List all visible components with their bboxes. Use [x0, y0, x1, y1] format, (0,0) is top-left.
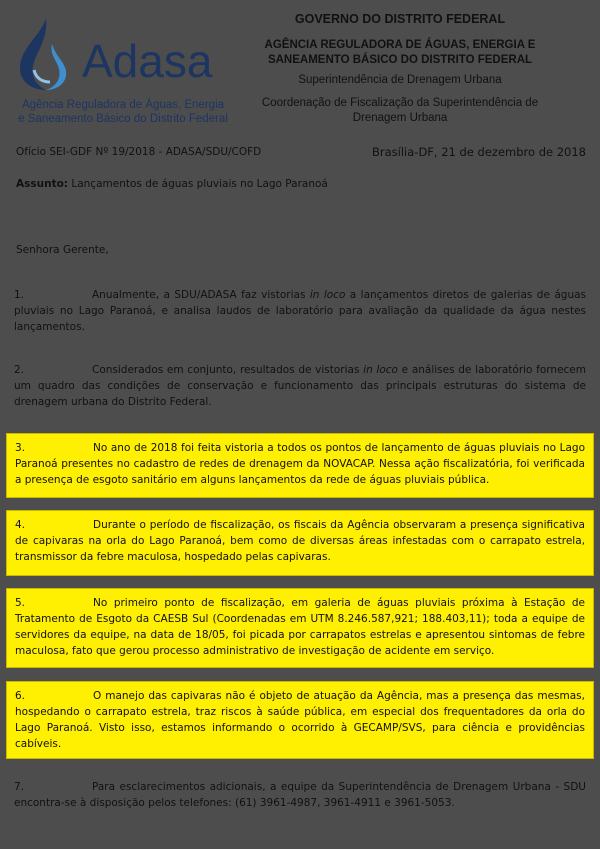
logo-wordmark: Adasa — [82, 35, 213, 87]
water-drop-logo-icon — [12, 14, 82, 94]
paragraph-4-highlighted — [6, 510, 594, 576]
paragraph-text: No ano de 2018 foi feita vistoria a todos os pontos de lançamento de águas pluviais no Lago Paranoá presentes no cadastro de redes de drenagem da NOVACAP. Nessa ação fiscalizatória, foi verificada a presença de esgoto sanitário em alguns lançamentos da rede de águas pluviais pública. — [15, 442, 585, 486]
paragraph-text: Para esclarecimentos adicionais, a equipe da Superintendência de Drenagem Urbana - SDU encontra-se à disposição pelos telefones: (61) 3961-4987, 3961-4911 e 3961-5053. — [14, 781, 586, 809]
header-agency-line2: SANEAMENTO BÁSICO DO DISTRITO FEDERAL — [267, 54, 533, 66]
header-agency — [240, 38, 560, 68]
paragraph-number: 2. — [14, 364, 25, 376]
logo-subtitle — [14, 98, 232, 126]
adasa-logo — [12, 14, 232, 124]
paragraph-number: 1. — [14, 289, 25, 301]
paragraph-7 — [14, 779, 586, 811]
paragraph-text: e análises de laboratório fornecem um quadro das condições de conservação e funcionamento das principais estruturas do sistema de drenagem urbana do Distrito Federal. — [14, 364, 586, 408]
header-superintendence: Superintendência de Drenagem Urbana — [298, 74, 502, 86]
paragraph-text: a lançamentos diretos de galerias de águas pluviais no Lago Paranoá, e analisa laudos de laboratório para avaliação da qualidade da água nestes lançamentos. — [14, 289, 587, 333]
paragraph-number: 5. — [15, 597, 26, 609]
header-coordination — [240, 96, 560, 126]
paragraph-number: 4. — [15, 519, 26, 531]
subject-line — [16, 178, 328, 190]
paragraph-number: 7. — [14, 781, 25, 793]
paragraph-1 — [14, 287, 586, 335]
paragraph-text: No primeiro ponto de fiscalização, em galeria de águas pluviais próxima à Estação de Tratamento de Esgoto da CAESB Sul (Coordenadas em UTM 8.246.587,921; 188.403,11); toda a equipe de servidores da equipe, na data de 18/05, foi picada por carrapatos estrelas e apresentou sintomas de febre maculosa, fato que gerou processo administrativo de investigação de acidente em serviço. — [15, 597, 585, 657]
paragraph-3-highlighted — [6, 433, 594, 498]
header-agency-line1: AGÊNCIA REGULADORA DE ÁGUAS, ENERGIA E — [264, 39, 536, 51]
paragraph-number: 3. — [15, 442, 26, 454]
paragraph-text: Durante o período de fiscalização, os fiscais da Agência observaram a presença significativa de capivaras na orla do Lago Paranoá, bem como de diversas áreas infestadas com o carrapato estrela, transmissor da febre maculosa, hospedado pelas capivaras. — [15, 519, 585, 563]
paragraph-text: Anualmente, a SDU/ADASA faz vistorias — [92, 289, 310, 301]
paragraph-6-highlighted — [6, 681, 594, 759]
logo-subtitle-line2: e Saneamento Básico do Distrito Federal — [18, 113, 228, 125]
paragraph-5-highlighted — [6, 588, 594, 668]
header-coordination-line1: Coordenação de Fiscalização da Superintendência de — [261, 97, 539, 109]
paragraph-number: 6. — [15, 690, 26, 702]
subject-text: Lançamentos de águas pluviais no Lago Paranoá — [71, 178, 328, 190]
paragraph-italic: in loco — [309, 289, 346, 301]
header-coordination-line2: Drenagem Urbana — [352, 112, 448, 124]
header-government: GOVERNO DO DISTRITO FEDERAL — [294, 12, 506, 26]
document-date: Brasília-DF, 21 de dezembro de 2018 — [372, 145, 586, 159]
paragraph-italic: in loco — [363, 364, 398, 376]
greeting: Senhora Gerente, — [16, 244, 109, 256]
logo-subtitle-line1: Agência Reguladora de Águas, Energia — [21, 99, 225, 111]
paragraph-text: O manejo das capivaras não é objeto de atuação da Agência, mas a presença das mesmas, hospedando o carrapato estrela, traz riscos à saúde pública, em especial dos frequentadores da orla do Lago Paranoá. Visto isso, estamos informando o ocorrido à GECAMP/SVS, para ciência e providências cabíveis. — [15, 690, 585, 750]
paragraph-text: Considerados em conjunto, resultados de vistorias — [92, 364, 364, 376]
document-reference: Ofício SEI-GDF Nº 19/2018 - ADASA/SDU/COFD — [16, 146, 262, 158]
subject-label: Assunto: — [16, 178, 69, 190]
paragraph-2 — [14, 362, 586, 410]
